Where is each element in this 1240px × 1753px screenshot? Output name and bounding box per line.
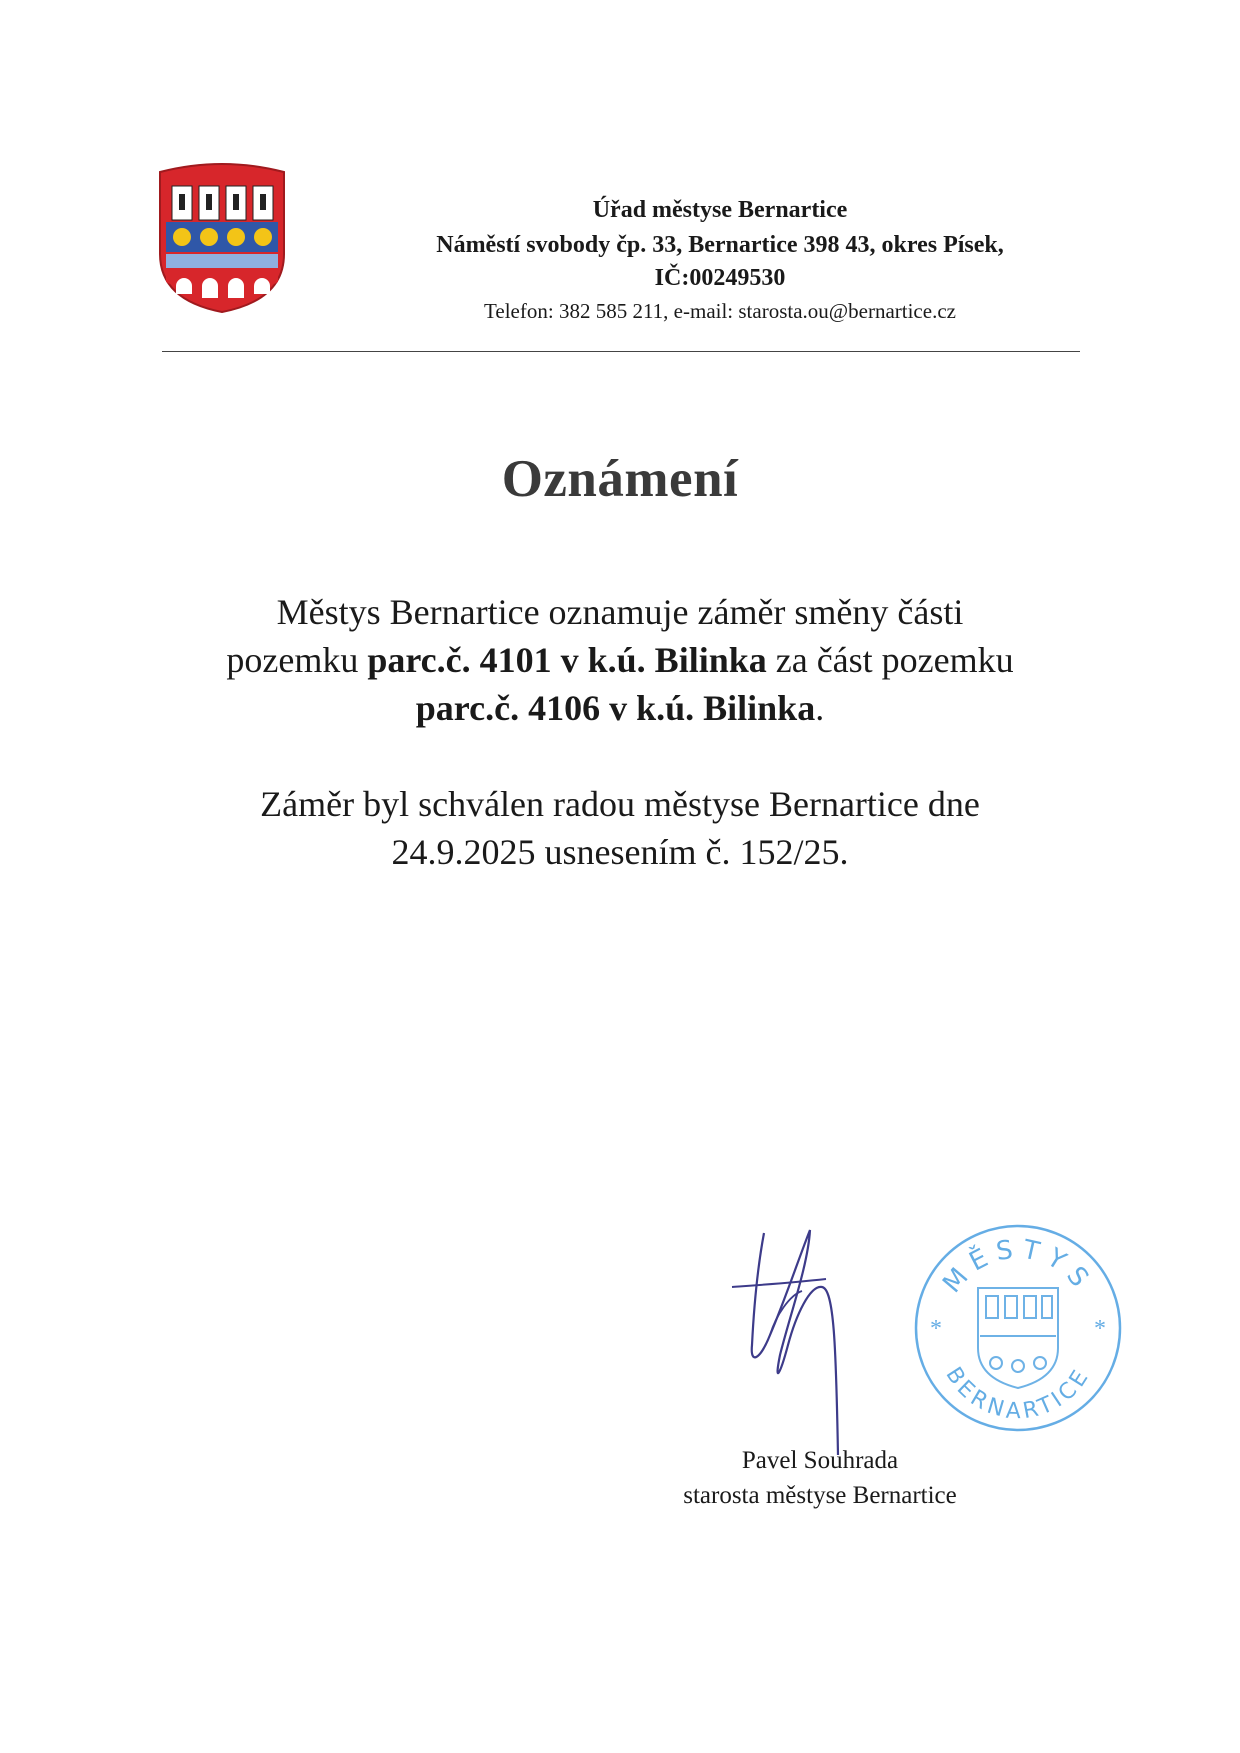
approval-paragraph [120, 780, 1120, 876]
header-divider [162, 351, 1080, 352]
stamp-bottom-text: BERNARTICE [940, 1362, 1096, 1425]
notice-line-2: pozemku parc.č. 4101 v k.ú. Bilinka za část pozemku [226, 640, 1014, 680]
office-contact: Telefon: 382 585 211, e-mail: starosta.ou@bernartice.cz [484, 299, 956, 323]
signatory-name: Pavel Souhrada [741, 1447, 899, 1474]
stamp-top-text: MĚSTYS [937, 1234, 1099, 1300]
office-address: Náměstí svobody čp. 33, Bernartice 398 43, okres Písek, [436, 232, 1004, 258]
signatory-role: starosta městyse Bernartice [683, 1482, 957, 1509]
office-name: Úřad městyse Bernartice [592, 197, 848, 223]
parcel-4101: parc.č. 4101 v k.ú. Bilinka [367, 640, 767, 680]
approval-line-1: Záměr byl schválen radou městyse Bernartice dne [260, 784, 980, 824]
page-title: Oznámení [501, 450, 739, 508]
notice-line-1: Městys Bernartice oznamuje záměr směny části [276, 592, 964, 632]
official-stamp [908, 1218, 1128, 1438]
office-ico: IČ:00249530 [654, 265, 786, 291]
notice-paragraph [120, 588, 1120, 732]
notice-line-3: parc.č. 4106 v k.ú. Bilinka. [415, 688, 825, 728]
handwritten-signature [730, 1225, 880, 1455]
svg-text:*: * [1094, 1316, 1106, 1342]
svg-text:*: * [930, 1316, 942, 1342]
town-coat-of-arms-icon [152, 162, 292, 314]
approval-line-2: 24.9.2025 usnesením č. 152/25. [391, 832, 849, 872]
parcel-4106: parc.č. 4106 v k.ú. Bilinka [415, 688, 816, 728]
